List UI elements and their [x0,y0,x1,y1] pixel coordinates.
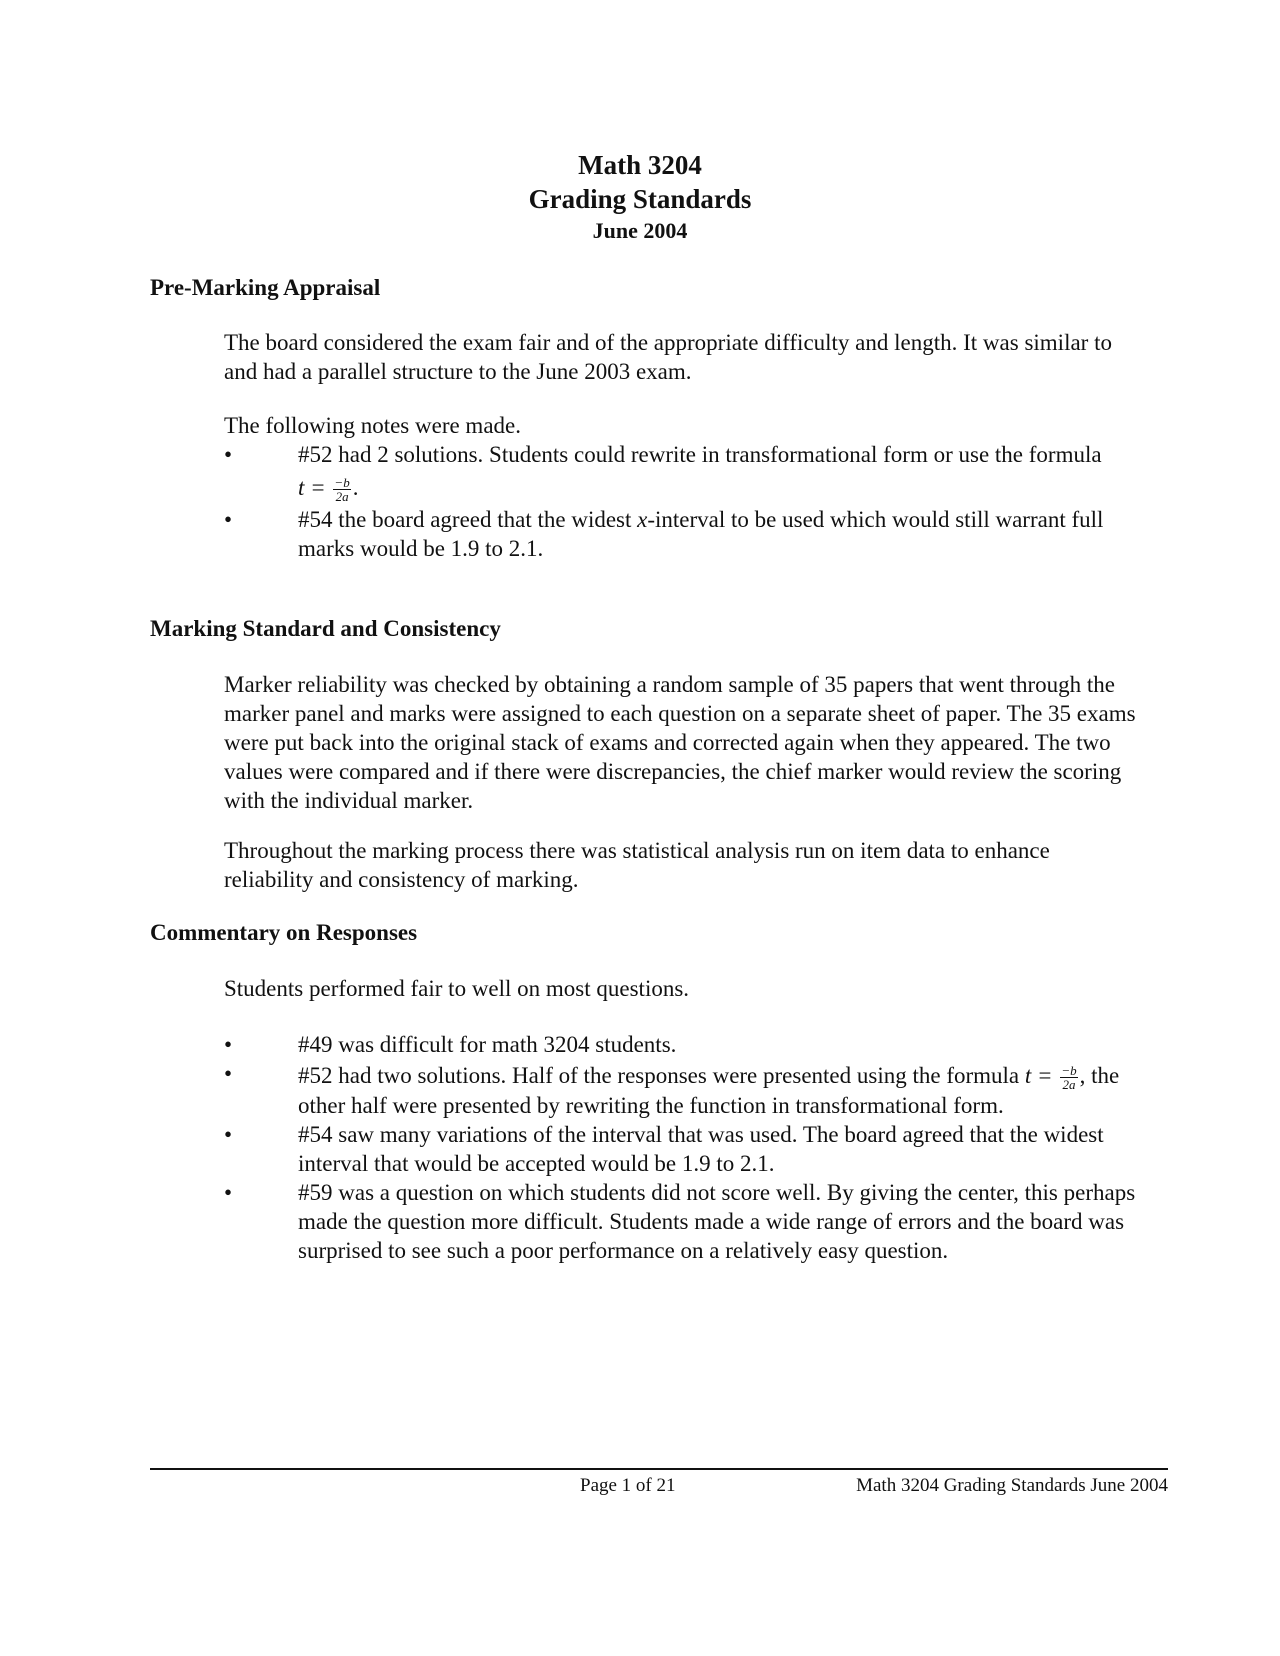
formula [1025,1061,1080,1091]
page-number: Page 1 of 21 [580,1475,676,1496]
document-date: June 2004 [592,218,688,243]
list-item [224,1030,1144,1059]
title-block [0,148,1280,246]
commentary-text: #59 was a question on which students did not score well. By giving the center, this perhaps made the question more difficult. Students made a wide range of errors and the board was surprised to see such a poor performance on a relatively easy question. [298,1180,1136,1264]
formula-fraction [333,476,350,503]
marking-standard-paragraph-1: Marker reliability was checked by obtaining a random sample of 35 papers that went through the marker panel and marks were assigned to each question on a separate sheet of paper. The 35 exams were put back into the original stack of exams and corrected again when they appeared. The two values were compared and if there were discrepancies, the chief marker would review the scoring with the individual marker. [224,672,1136,813]
formula-numerator: −b [1061,1063,1077,1079]
document-subtitle: Grading Standards [528,184,752,214]
footer-title: Math 3204 Grading Standards June 2004 [856,1475,1168,1496]
list-item [224,505,1144,563]
formula [298,473,358,503]
note-text-post: -interval to be used which would still warrant full marks would be 1.9 to 2.1. [298,507,1104,562]
formula-numerator: −b [334,475,350,491]
formula-end: . [352,475,359,500]
notes-intro: The following notes were made. [224,413,521,438]
section-heading-pre-marking: Pre-Marking Appraisal [150,275,381,300]
note-text: #52 had 2 solutions. Students could rewrite in transformational form or use the formula [298,442,1102,467]
formula-denominator: 2a [335,489,349,505]
list-item [224,1120,1144,1178]
variable-x: x [637,507,648,533]
marking-standard-paragraph-2: Throughout the marking process there was statistical analysis run on item data to enhance reliability and consistency of marking. [224,838,1050,892]
bullet-glyph: • [224,1122,233,1148]
document-title: Math 3204 [578,150,702,180]
list-item [224,1178,1144,1265]
pre-marking-notes-list [224,440,1144,563]
formula-lhs: t = [1024,1063,1053,1088]
commentary-list [224,1030,1144,1265]
commentary-text-pre: #52 had two solutions. Half of the responses were presented using the formula [298,1063,1020,1088]
formula-fraction [1060,1064,1077,1091]
footer-divider [150,1468,1168,1470]
formula-lhs: t = [298,475,326,500]
bullet-glyph: • [224,1061,233,1086]
bullet-glyph: • [224,442,233,467]
commentary-paragraph: Students performed fair to well on most questions. [224,976,690,1001]
list-item [224,440,1144,503]
bullet-glyph: • [224,1032,233,1057]
bullet-glyph: • [224,1180,233,1206]
commentary-text: #49 was difficult for math 3204 students. [298,1032,677,1057]
commentary-text-post: , the other half were presented by rewriting the function in transformational form. [298,1063,1120,1119]
list-item [224,1059,1144,1120]
section-heading-marking-standard: Marking Standard and Consistency [150,616,501,641]
formula-denominator: 2a [1062,1077,1076,1093]
section-heading-commentary: Commentary on Responses [150,920,418,945]
commentary-text: #54 saw many variations of the interval that was used. The board agreed that the widest interval that would be accepted would be 1.9 to 2.1. [298,1122,1104,1177]
pre-marking-paragraph: The board considered the exam fair and of the appropriate difficulty and length. It was similar to and had a parallel structure to the June 2003 exam. [224,330,1112,384]
note-text-pre: #54 the board agreed that the widest [298,507,632,533]
bullet-glyph: • [224,507,233,533]
